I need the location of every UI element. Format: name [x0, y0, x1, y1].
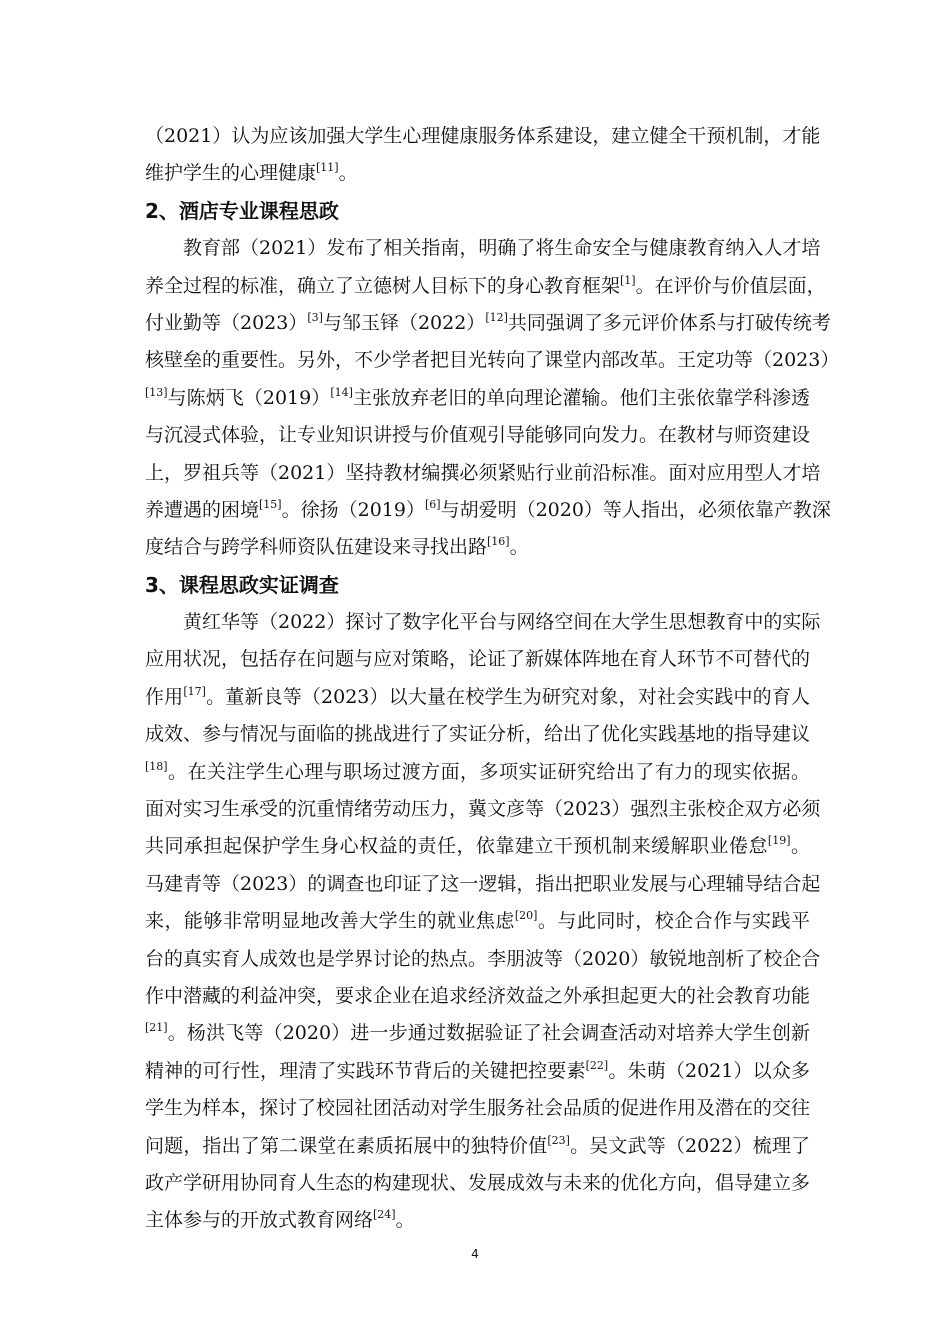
text-line: 作中潜藏的利益冲突，要求企业在追求经济效益之外承担起更大的社会教育功能: [145, 984, 811, 1007]
text-line: [145, 1053, 810, 1090]
text-run: 。: [338, 162, 358, 185]
text-line: [145, 1128, 810, 1165]
text-line: 教育部（2021）发布了相关指南，明确了将生命安全与健康教育纳入人才培: [183, 237, 821, 260]
citation-ref: [6]: [424, 497, 441, 511]
text-line: [145, 492, 831, 529]
text-line: 台的真实育人成效也是学界讨论的热点。李朋波等（2020）敏锐地剖析了校企合: [145, 947, 821, 970]
citation-ref: [12]: [485, 310, 508, 324]
text-run: 问题，指出了第二课堂在素质拓展中的独特价值: [145, 1134, 548, 1157]
text-line: 面对实习生承受的沉重情绪劳动压力，冀文彦等（2023）强烈主张校企双方必须: [145, 798, 821, 821]
text-run: 。在评价与价值层面，: [635, 274, 826, 297]
citation-ref: [14]: [330, 385, 353, 399]
text-run: 。: [790, 835, 810, 858]
text-line: [145, 754, 810, 791]
text-run: 作用: [145, 685, 184, 708]
text-run: 共同强调了多元评价体系与打破传统考: [507, 311, 831, 334]
text-run: 。: [509, 536, 529, 559]
text-run: 。董新良等（2023）以大量在校学生为研究对象，对社会实践中的育人: [205, 685, 810, 708]
citation-ref: [15]: [259, 497, 282, 511]
citation-ref: [18]: [145, 759, 168, 773]
text-line: [145, 828, 810, 865]
citation-ref: [11]: [316, 161, 339, 175]
citation-ref: [23]: [547, 1133, 570, 1147]
section-heading: 2、酒店专业课程思政: [145, 198, 339, 223]
text-run: 来，能够非常明显地改善大学生的就业焦虑: [145, 910, 515, 933]
text-line: [145, 1015, 810, 1052]
text-run: 。朱萌（2021）以众多: [608, 1059, 810, 1082]
text-run: 。杨洪飞等（2020）进一步通过数据验证了社会调查活动对培养大学生创新: [167, 1022, 810, 1045]
text-run: 主体参与的开放式教育网络: [145, 1209, 374, 1232]
text-run: 付业勤等（2023）: [145, 311, 308, 334]
text-run: 度结合与跨学科师资队伍建设来寻找出路: [145, 536, 488, 559]
text-run: 养遭遇的困境: [145, 498, 260, 521]
text-run: 。: [395, 1209, 415, 1232]
page-number: 4: [471, 1247, 479, 1261]
text-line: 上，罗祖兵等（2021）坚持教材编撰必须紧贴行业前沿标准。面对应用型人才培: [145, 461, 821, 484]
text-line: 政产学研用协同育人生态的构建现状、发展成效与未来的优化方向，倡导建立多: [145, 1171, 811, 1194]
text-line: 应用状况，包括存在问题与应对策略，论证了新媒体阵地在育人环节不可替代的: [145, 648, 811, 671]
text-run: 。与此同时，校企合作与实践平: [537, 910, 810, 933]
text-line: [145, 529, 810, 566]
text-run: 与陈炳飞（2019）: [167, 386, 331, 409]
text-run: 与胡爱明（2020）等人指出，必须依靠产教深: [440, 498, 831, 521]
text-line: [145, 155, 810, 192]
text-line: 与沉浸式体验，让专业知识讲授与价值观引导能够同向发力。在教材与师资建设: [145, 424, 811, 447]
citation-ref: [20]: [514, 909, 538, 923]
text-line: 马建青等（2023）的调查也印证了这一逻辑，指出把职业发展与心理辅导结合起: [145, 872, 821, 895]
text-run: 养全过程的标准，确立了立德树人目标下的身心教育框架: [145, 274, 621, 297]
citation-ref: [16]: [487, 535, 510, 549]
text-line: （2021）认为应该加强大学生心理健康服务体系建设，建立健全干预机制，才能: [145, 125, 821, 147]
citation-ref: [1]: [620, 273, 636, 287]
citation-ref: [21]: [145, 1021, 168, 1035]
text-run: 。吴文武等（2022）梳理了: [569, 1134, 810, 1157]
text-run: 。在关注学生心理与职场过渡方面，多项实证研究给出了有力的现实依据。: [167, 760, 810, 783]
section-heading: 3、课程思政实证调查: [145, 572, 339, 597]
text-run: 主张放弃老旧的单向理论灌输。他们主张依靠学科渗透: [352, 386, 810, 409]
text-run: 维护学生的心理健康: [145, 162, 317, 185]
text-line: 成效、参与情况与面临的挑战进行了实证分析，给出了优化实践基地的指导建议: [145, 723, 811, 746]
citation-ref: [17]: [183, 684, 206, 698]
text-line: [145, 903, 810, 940]
text-line: [145, 679, 810, 716]
text-line: [145, 1202, 810, 1239]
body-text: [145, 118, 840, 1240]
citation-ref: [3]: [307, 310, 323, 324]
text-run: 。徐扬（2019）: [281, 498, 425, 521]
text-line: [145, 380, 810, 417]
text-run: 与邹玉铎（2022）: [322, 311, 486, 334]
text-line: 核壁垒的重要性。另外，不少学者把目光转向了课堂内部改革。王定功等（2023）: [145, 349, 840, 372]
citation-ref: [13]: [145, 385, 168, 399]
citation-ref: [22]: [585, 1058, 609, 1072]
citation-ref: [24]: [373, 1208, 396, 1222]
citation-ref: [19]: [767, 834, 791, 848]
text-line: [145, 268, 826, 305]
text-run: 精神的可行性，理清了实践环节背后的关键把控要素: [145, 1059, 586, 1082]
text-line: 学生为样本，探讨了校园社团活动对学生服务社会品质的促进作用及潜在的交往: [145, 1097, 811, 1120]
text-line: 黄红华等（2022）探讨了数字化平台与网络空间在大学生思想教育中的实际: [183, 611, 821, 634]
text-run: 共同承担起保护学生身心权益的责任，依靠建立干预机制来缓解职业倦怠: [145, 835, 768, 858]
text-line: [145, 305, 831, 342]
